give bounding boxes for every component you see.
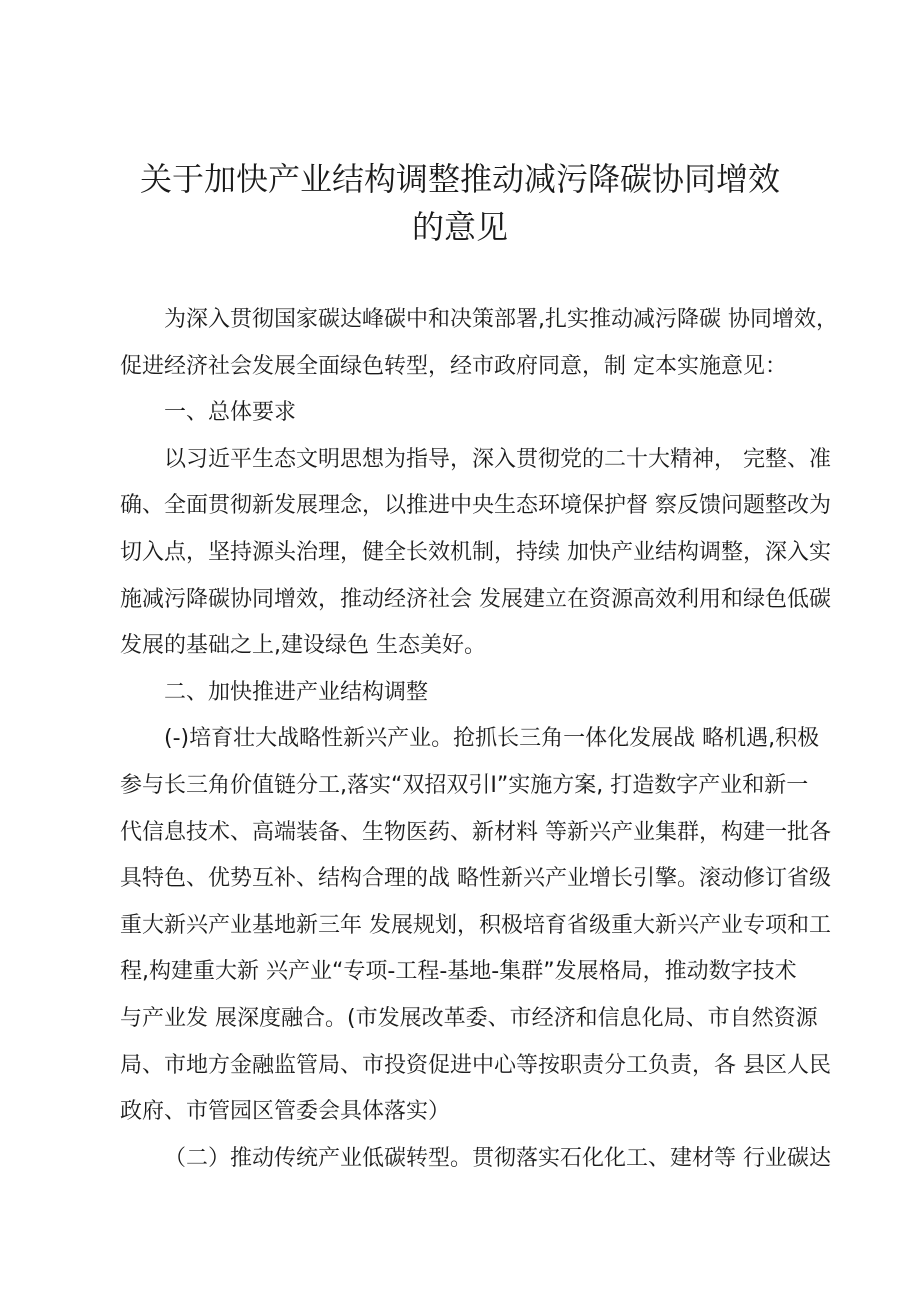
body-line: 局、市地方金融监管局、市投资促进中心等按职责分工负责，各 县区人民 — [120, 1052, 831, 1078]
title-line-1: 关于加快产业结构调整推动减污降碳协同增效 — [139, 160, 780, 198]
body-line: 施减污降碳协同增效，推动经济社会 发展建立在资源高效利用和绿色低碳 — [120, 586, 831, 612]
title-line-2: 的意见 — [411, 208, 508, 246]
body-line: 具特色、优势互补、结构合理的战 略性新兴产业增长引擎。滚动修订省级 — [120, 866, 831, 892]
body-line: 以习近平生态文明思想为指导，深入贯彻党的二十大精神， 完整、准 — [164, 446, 831, 472]
body-line: 二、加快推进产业结构调整 — [164, 679, 429, 705]
body-line: 发展的基础之上,建设绿色 生态美好。 — [120, 633, 486, 659]
body-line: 确、全面贯彻新发展理念，以推进中央生态环境保护督 察反馈问题整改为 — [120, 493, 831, 519]
body-line: （二）推动传统产业低碳转型。贯彻落实石化化工、建材等 行业碳达 — [164, 1145, 831, 1171]
body-line: 切入点，坚持源头治理，健全长效机制，持续 加快产业结构调整，深入实 — [120, 539, 831, 565]
document-body — [120, 297, 838, 1182]
body-line: 参与长三角价值链分工,落实“双招双引I”实施方案, 打造数字产业和新一 — [120, 772, 809, 798]
body-line: 重大新兴产业基地新三年 发展规划，积极培育省级重大新兴产业专项和工 — [120, 912, 831, 938]
document-title — [0, 155, 920, 251]
body-line: 政府、市管园区管委会具体落实） — [120, 1099, 451, 1125]
body-line: 一、总体要求 — [164, 400, 297, 426]
body-line: 促进经济社会发展全面绿色转型，经市政府同意，制 定本实施意见： — [120, 353, 787, 379]
body-line: 代信息技术、高端装备、生物医药、新材料 等新兴产业集群，构建一批各 — [120, 819, 831, 845]
body-line: 程,构建重大新 兴产业“专项-工程-基地-集群”发展格局，推动数字技术 — [120, 959, 797, 985]
body-line: 为深入贯彻国家碳达峰碳中和决策部署,扎实推动减污降碳 协同增效， — [164, 307, 838, 332]
body-line: (-)培育壮大战略性新兴产业。抢抓长三角一体化发展战 略机遇,积极 — [164, 726, 820, 752]
body-line: 与产业发 展深度融合。(市发展改革委、市经济和信息化局、市自然资源 — [120, 1005, 818, 1031]
